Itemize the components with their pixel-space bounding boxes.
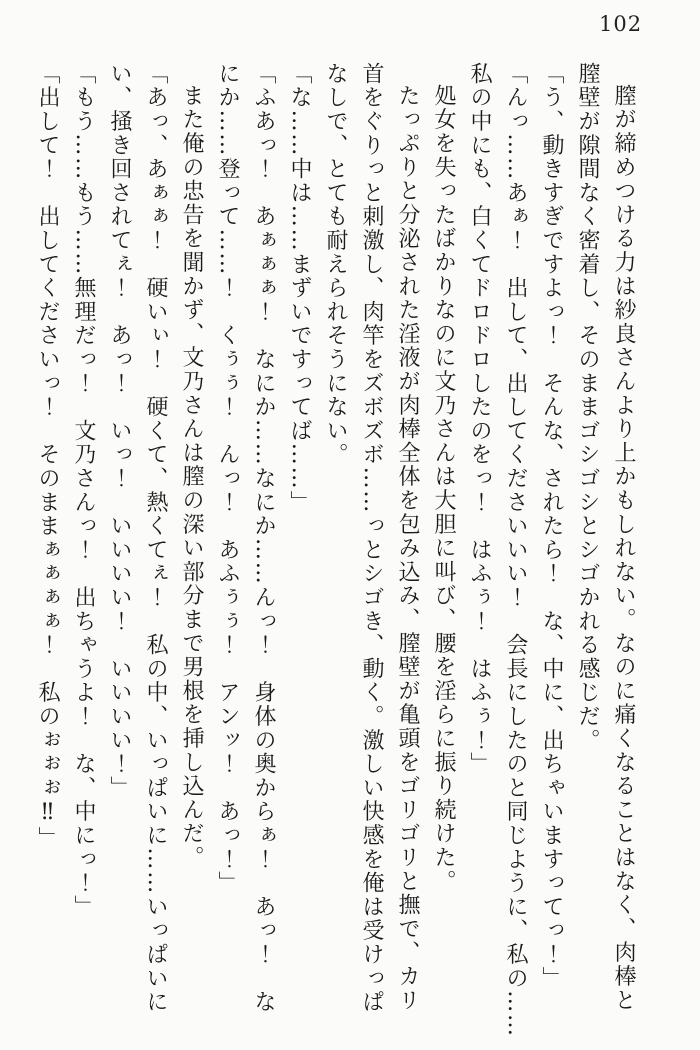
text-line: 「う、動きすぎですよっ！ そんな、されたら！ な、中に、出ちゃいますってっ！」 bbox=[539, 62, 564, 991]
text-line: にか……登って……！ くぅぅ！ んっ！ あふぅぅ！ アンッ！ あっ！」 bbox=[215, 62, 240, 895]
text-line: また俺の忠告を聞かず、文乃さんは膣の深い部分まで男根を挿し込んだ。 bbox=[179, 84, 204, 870]
text-line: なしで、とても耐えられそうにない。 bbox=[323, 62, 348, 467]
text-line: 膣が締めつける力は紗良さんより上かもしれない。なのに痛くなることはなく、肉棒と bbox=[611, 84, 636, 1013]
page-number: 102 bbox=[599, 12, 643, 36]
text-line: 「な……中は……まずいですってば……」 bbox=[287, 62, 312, 515]
text-line: 「もう……もう……無理だっ！ 文乃さんっ！ 出ちゃうよ！ な、中にっ！」 bbox=[71, 62, 96, 919]
text-line: 私の中にも、白くてドロドロしたのをっ！ はふぅ！ はふぅ！」 bbox=[467, 62, 492, 776]
text-line: 膣壁が隙間なく密着し、そのままゴシゴシとシゴかれる感じだ。 bbox=[575, 62, 600, 753]
text-line: 首をぐりっと刺激し、肉竿をズボズボ……っとシゴき、動く。激しい快感を俺は受けっぱ bbox=[359, 62, 384, 1014]
page-text bbox=[29, 62, 641, 1038]
text-line: たっぷりと分泌された淫液が肉棒全体を包み込み、膣壁が亀頭をゴリゴリと撫で、カリ bbox=[395, 84, 420, 1013]
text-line: 「ふあっ！ あぁぁぁ！ なにか……なにか……んっ！ 身体の奥からぁ！ あっ！ な bbox=[251, 62, 276, 1014]
text-line: 処女を失ったばかりなのに文乃さんは大胆に叫び、腰を淫らに振り続けた。 bbox=[431, 84, 456, 894]
text-line: 「んっ……あぁ！ 出して、出してくださいいい！ 会長にしたのと同じように、私の…… bbox=[503, 62, 528, 1038]
text-line: 「あっ、あぁぁ！ 硬いぃ！ 硬くて、熱くてぇ！ 私の中、いっぱいに……いっぱいに bbox=[143, 62, 168, 1014]
text-line: い、掻き回されてぇ！ あっ！ いっ！ いいいい！ いいいい！」 bbox=[107, 62, 132, 800]
text-line: 「出して！ 出してくださいっ！ そのままぁぁぁぁ！ 私のぉぉぉ‼」 bbox=[35, 62, 60, 851]
